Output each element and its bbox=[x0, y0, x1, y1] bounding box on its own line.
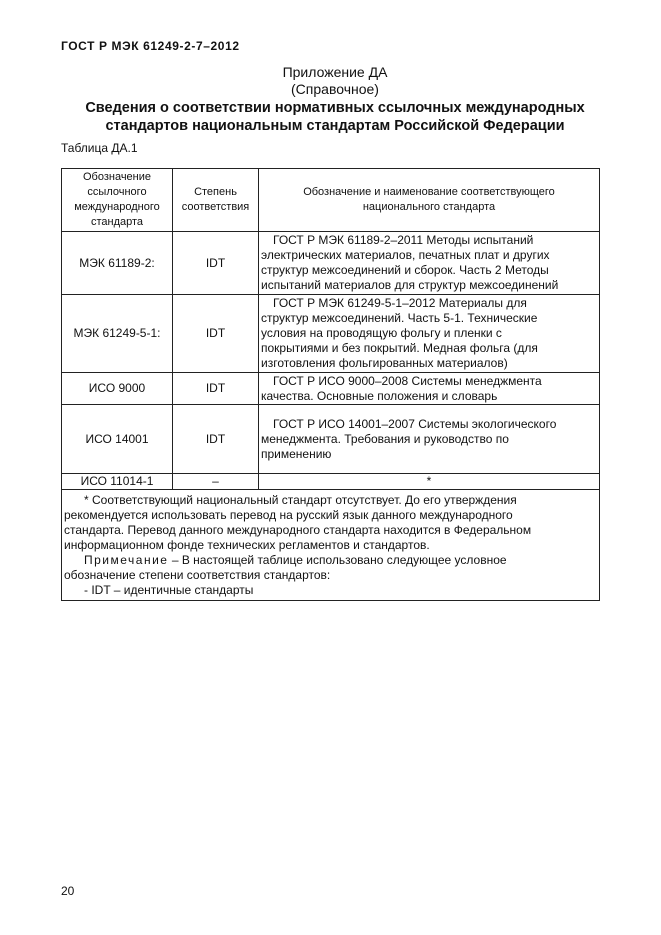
national-standard-cell: ГОСТ Р ИСО 9000–2008 Системы менеджмента качества. Основные положения и словарь bbox=[259, 373, 600, 405]
table-row bbox=[62, 474, 600, 490]
intl-standard-cell: МЭК 61249-5-1: bbox=[62, 295, 173, 373]
document-header: ГОСТ Р МЭК 61249-2-7–2012 bbox=[61, 39, 240, 53]
annex-heading-line-2: стандартов национальным стандартам Российской Федерации bbox=[105, 118, 565, 134]
annex-title-block bbox=[55, 63, 615, 135]
national-standard-cell: ГОСТ Р ИСО 14001–2007 Системы экологического менеджмента. Требования и руководство по применению bbox=[259, 405, 600, 474]
intl-standard-cell: МЭК 61189-2: bbox=[62, 232, 173, 295]
page-number: 20 bbox=[61, 884, 75, 898]
footnote-note: Примечание – В настоящей таблице использовано следующее условное обозначение степени соответствия стандартов: - IDT – идентичные стандарты bbox=[64, 553, 507, 597]
degree-cell: – bbox=[173, 474, 259, 490]
table-caption: Таблица ДА.1 bbox=[61, 141, 138, 155]
table-row bbox=[62, 232, 600, 295]
header-international-standard: Обозначение ссылочного международного стандарта bbox=[62, 169, 173, 232]
national-standard-cell: ГОСТ Р МЭК 61249-5-1–2012 Материалы для структур межсоединений. Часть 5-1. Технические условия на проводящую фольгу и пленки с покрытиями и без покрытий. Медная фольга (для изготовления фольгированных материалов) bbox=[259, 295, 600, 373]
correspondence-table bbox=[61, 168, 600, 601]
table-row bbox=[62, 373, 600, 405]
table-footnote-row bbox=[62, 490, 600, 601]
table-header-row bbox=[62, 169, 600, 232]
table-row bbox=[62, 295, 600, 373]
intl-standard-cell: ИСО 14001 bbox=[62, 405, 173, 474]
annex-heading-line-1: Сведения о соответствии нормативных ссылочных международных bbox=[85, 100, 585, 116]
annex-status: (Справочное) bbox=[291, 81, 379, 97]
degree-cell: IDT bbox=[173, 405, 259, 474]
degree-cell: IDT bbox=[173, 373, 259, 405]
footnote-star: * Соответствующий национальный стандарт отсутствует. До его утверждения рекомендуется использовать перевод на русский язык данного международного стандарта. Перевод данного международного стандарта находится в Федеральном информационном фонде технических регламентов и стандартов. bbox=[64, 493, 532, 552]
annex-title: Приложение ДА bbox=[282, 64, 388, 80]
note-label: Примечание bbox=[84, 553, 169, 567]
national-standard-cell: * bbox=[259, 474, 600, 490]
header-national-standard: Обозначение и наименование соответствующего национального стандарта bbox=[259, 169, 600, 232]
intl-standard-cell: ИСО 9000 bbox=[62, 373, 173, 405]
header-degree-of-correspondence: Степень соответствия bbox=[173, 169, 259, 232]
idt-definition: - IDT – идентичные стандарты bbox=[84, 583, 254, 597]
national-standard-cell: ГОСТ Р МЭК 61189-2–2011 Методы испытаний электрических материалов, печатных плат и других структур межсоединений и сборок. Часть 2 Методы испытаний материалов для структур межсоединений bbox=[259, 232, 600, 295]
table-footnote bbox=[62, 490, 600, 601]
degree-cell: IDT bbox=[173, 295, 259, 373]
intl-standard-cell: ИСО 11014-1 bbox=[62, 474, 173, 490]
degree-cell: IDT bbox=[173, 232, 259, 295]
table-row bbox=[62, 405, 600, 474]
